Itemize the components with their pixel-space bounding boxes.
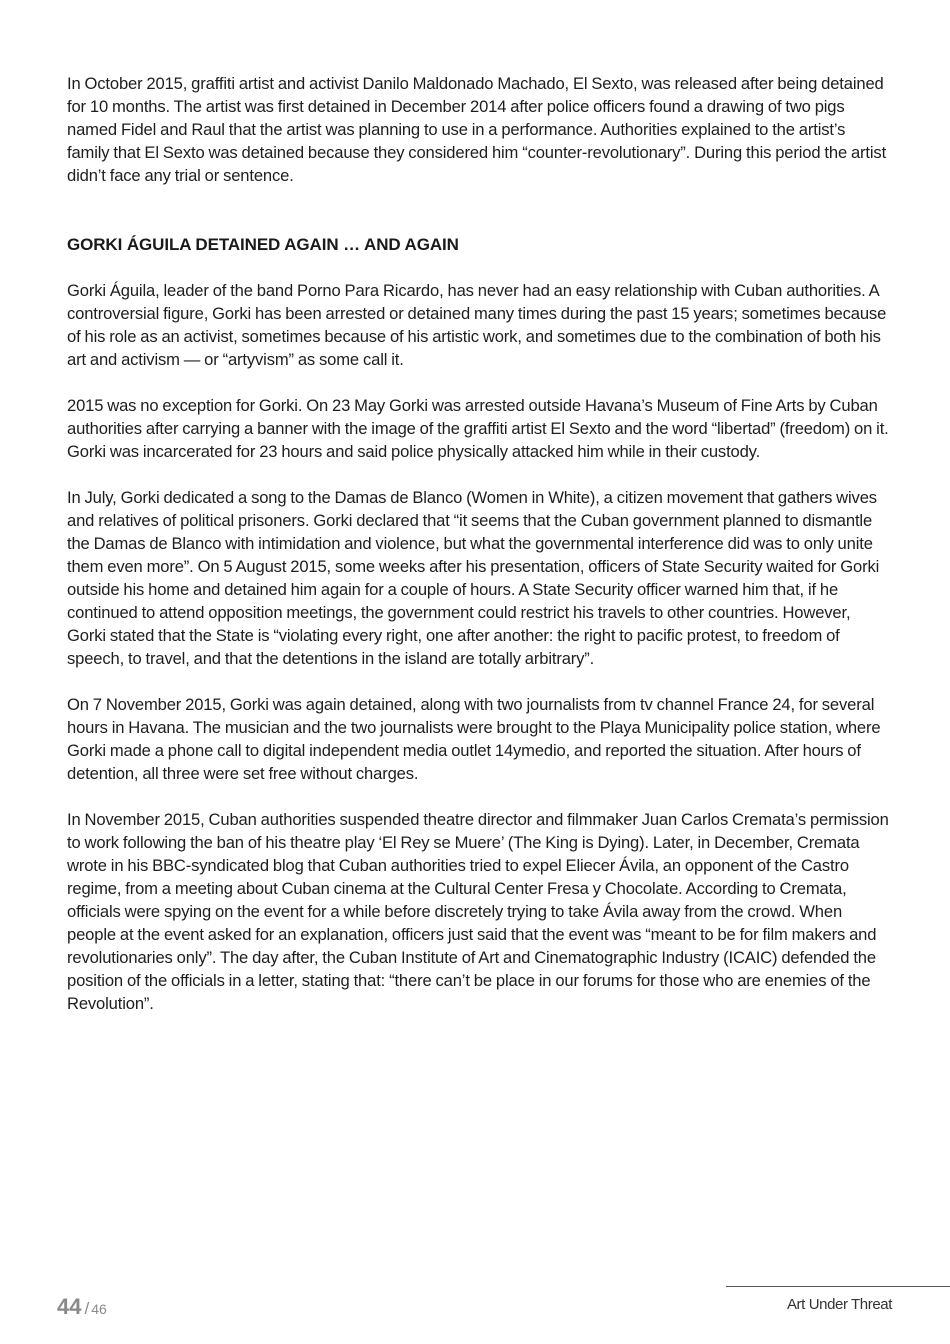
page-separator: /	[84, 1299, 90, 1318]
page-total: 46	[91, 1301, 107, 1317]
page-number	[57, 1294, 107, 1320]
paragraph-gorki-november-detention: On 7 November 2015, Gorki was again detained, along with two journalists from tv channel France 24, for several hours in Havana. The musician and the two journalists were brought to the Playa Municipality police station, where Gorki made a phone call to digital independent media outlet 14ymedio, and reported the situation. After hours of detention, all three were set free without charges.	[67, 695, 881, 783]
footer-divider	[726, 1286, 950, 1287]
paragraph-gorki-may-arrest: 2015 was no exception for Gorki. On 23 May Gorki was arrested outside Havana’s Museum of Fine Arts by Cuban authorities after carrying a banner with the image of the graffiti artist El Sexto and the word “libertad” (freedom) on it. Gorki was incarcerated for 23 hours and said police physically attacked him while in their custody.	[67, 396, 889, 461]
paragraph-gorki-intro: Gorki Águila, leader of the band Porno Para Ricardo, has never had an easy relationship with Cuban authorities. A controversial figure, Gorki has been arrested or detained many times during the past 15 years; sometimes because of his role as an activist, sometimes because of his artistic work, and sometimes due to the combination of both his art and activism — or “artyvism” as some call it.	[67, 281, 887, 369]
publication-title: Art Under Threat	[786, 1296, 892, 1313]
paragraph-cremata: In November 2015, Cuban authorities suspended theatre director and filmmaker Juan Carlos Cremata’s permission to work following the ban of his theatre play ‘El Rey se Muere’ (The King is Dying). Later, in December, Cremata wrote in his BBC-syndicated blog that Cuban authorities tried to expel Eliecer Ávila, an opponent of the Castro regime, from a meeting about Cuban cinema at the Cultural Center Fresa y Chocolate. According to Cremata, officials were spying on the event for a while before discretely trying to take Ávila away from the crowd. When people at the event asked for an explanation, officers just said that the event was “meant to be for film makers and revolutionaries only”. The day after, the Cuban Institute of Art and Cinematographic Industry (ICAIC) defended the position of the officials in a letter, stating that: “there can’t be place in our forums for those who are enemies of the Revolution”.	[67, 810, 889, 1013]
section-heading-gorki: GORKI ÁGUILA DETAINED AGAIN … AND AGAIN	[67, 235, 459, 254]
article-body	[67, 72, 891, 1015]
paragraph-gorki-july-song: In July, Gorki dedicated a song to the Damas de Blanco (Women in White), a citizen movement that gathers wives and relatives of political prisoners. Gorki declared that “it seems that the Cuban government planned to dismantle the Damas de Blanco with intimidation and violence, but what the governmental interference did was to only unite them even more”. On 5 August 2015, some weeks after his presentation, officers of State Security waited for Gorki outside his home and detained him again for a couple of hours. A State Security officer warned him that, if he continued to attend opposition meetings, the government could restrict his travels to other countries. However, Gorki stated that the State is “violating every right, one after another: the right to pacific protest, to freedom of speech, to travel, and that the detentions in the island are totally arbitrary”.	[67, 488, 880, 668]
page-current: 44	[57, 1294, 82, 1319]
paragraph-el-sexto-release: In October 2015, graffiti artist and activist Danilo Maldonado Machado, El Sexto, was released after being detained for 10 months. The artist was first detained in December 2014 after police officers found a drawing of two pigs named Fidel and Raul that the artist was planning to use in a performance. Authorities explained to the artist’s family that El Sexto was detained because they considered him “counter-revolutionary”. During this period the artist didn’t face any trial or sentence.	[67, 74, 887, 185]
